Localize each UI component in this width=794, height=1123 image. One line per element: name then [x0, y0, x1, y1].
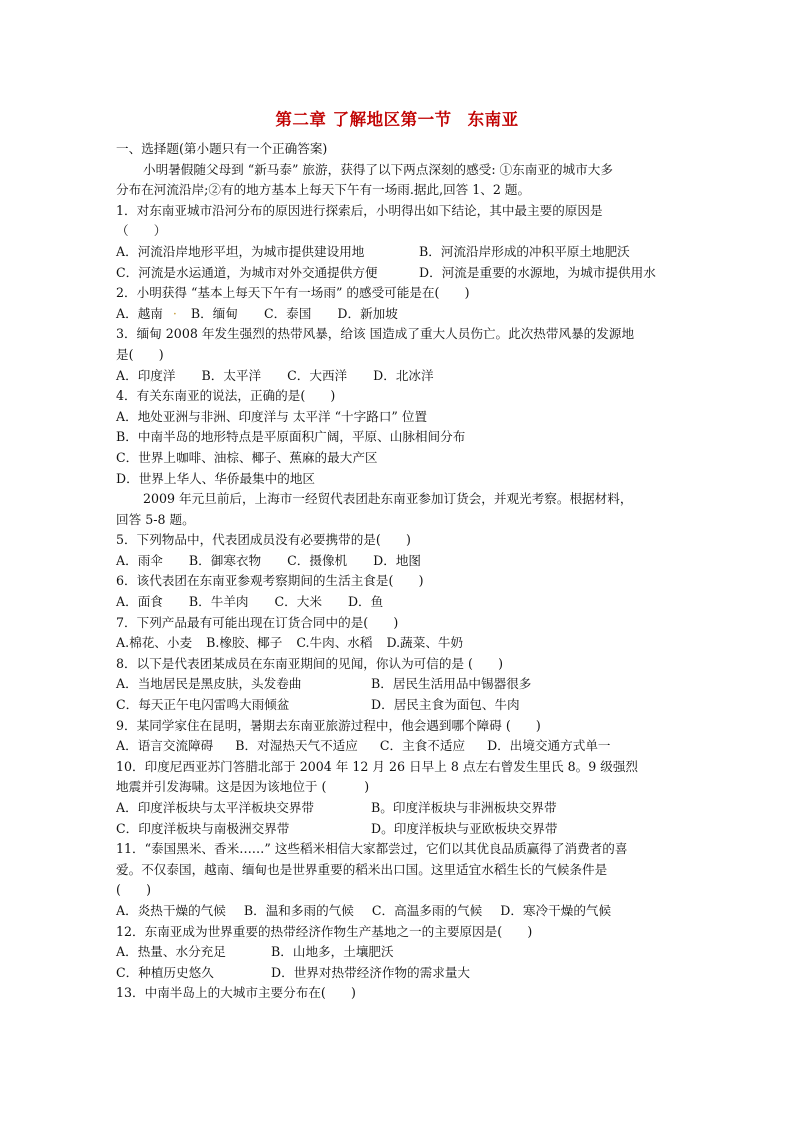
question-stem: 7．下列产品最有可能出现在订货合同中的是( ) [116, 614, 399, 630]
option-row [116, 551, 682, 572]
option-d[interactable]: D．北冰洋 [373, 367, 434, 383]
option-row [116, 695, 682, 716]
option-c[interactable]: C．摄像机 [287, 552, 348, 568]
option-a[interactable]: A．炎热干燥的气候 [116, 902, 226, 918]
option-row [116, 901, 682, 922]
question-stem: 地震并引发海啸。这是因为该地位于 ( ) [116, 779, 370, 795]
option-c[interactable]: C．种植历史悠久 [116, 964, 214, 980]
option-a[interactable]: A．语言交流障碍 [116, 738, 214, 754]
answer-blank: （ ） [116, 223, 167, 239]
option-b[interactable]: B．御寒衣物 [188, 552, 262, 568]
option-row [116, 633, 682, 654]
title-region: 东南亚 [467, 110, 519, 129]
option-row [116, 674, 682, 695]
intro-text: 分布在河流沿岸;②有的地方基本上每天下午有一场雨.据此,回答 1、2 题。 [116, 182, 531, 198]
question-list [116, 139, 682, 1004]
option-c[interactable]: C．世界上咖啡、油棕、椰子、蕉麻的最大产区 [116, 449, 378, 465]
option-row [116, 242, 682, 263]
option-a[interactable]: A．地处亚洲与非洲、印度洋与 太平洋 “十字路口” 位置 [116, 408, 428, 424]
question-stem: 爱。不仅泰国，越南、缅甸也是世界重要的稻米出口国。这里适宜水稻生长的气候条件是 [116, 861, 608, 877]
option-c[interactable]: C．大米 [274, 594, 322, 610]
option-b[interactable]: B．山地多，土壤肥沃 [271, 944, 394, 960]
option-c[interactable]: C．泰国 [263, 305, 312, 321]
answer-blank: ( ) [116, 882, 152, 898]
question-stem: 10．印度尼西亚苏门答腊北部于 2004 年 12 月 26 日早上 8 点左右曾发生里氏 8。9 级强烈 [116, 758, 639, 774]
option-b[interactable]: B．河流沿岸形成的冲积平原土地肥沃 [419, 243, 630, 259]
option-b[interactable]: B．对湿热天气不适应 [235, 738, 358, 754]
question-stem: 9．某同学家住在昆明，暑期去东南亚旅游过程中，他会遇到哪个障碍 ( ) [116, 717, 541, 733]
question-stem: 1．对东南亚城市沿河分布的原因进行探索后，小明得出如下结论，其中最主要的原因是 [116, 202, 603, 218]
option-c[interactable]: C.牛肉、水稻 [296, 635, 373, 651]
option-c[interactable]: C．大西洋 [287, 367, 348, 383]
option-c[interactable]: C．每天正午电闪雷鸣大雨倾盆 [116, 697, 290, 713]
option-a[interactable]: A．印度洋 [116, 367, 176, 383]
option-b[interactable]: B.橡胶、椰子 [206, 635, 283, 651]
option-a[interactable]: A．河流沿岸地形平坦，为城市提供建设用地 [116, 243, 365, 259]
option-a[interactable]: A．热量、水分充足 [116, 944, 226, 960]
section-heading: 一、选择题(第小题只有一个正确答案) [116, 141, 328, 156]
option-c[interactable]: C．印度洋板块与南极洲交界带 [116, 820, 290, 836]
option-c[interactable]: C．主食不适应 [379, 738, 466, 754]
option-d[interactable]: D．居民主食为面包、牛肉 [371, 697, 520, 713]
option-b[interactable]: B．居民生活用品中锡器很多 [371, 676, 532, 692]
option-row [116, 798, 682, 819]
question-stem: 5．下列物品中，代表团成员没有必要携带的是( ) [116, 532, 411, 548]
option-d[interactable]: D．出境交通方式单一 [487, 738, 611, 754]
intro-text: 回答 5-8 题。 [116, 511, 195, 527]
option-a[interactable]: A．面食 [116, 594, 163, 610]
option-a[interactable]: A．雨伞 [116, 552, 163, 568]
option-a[interactable]: A．当地居民是黑皮肤，头发卷曲 [116, 676, 302, 692]
question-stem: 6．该代表团在东南亚参观考察期间的生活主食是( ) [116, 573, 424, 589]
intro-text: 2009 年元旦前后，上海市一经贸代表团赴东南亚参加订货会，并观光考察。根据材料， [143, 491, 633, 507]
option-a[interactable]: A.棉花、小麦 [116, 635, 193, 651]
option-d[interactable]: D．河流是重要的水源地，为城市提供用水 [419, 264, 656, 280]
option-b[interactable]: B．缅甸 [190, 305, 238, 321]
option-d[interactable]: D．世界上华人、华侨最集中的地区 [116, 470, 316, 486]
option-d[interactable]: D．寒冷干燥的气候 [500, 902, 612, 918]
option-d[interactable]: D．鱼 [347, 594, 384, 610]
intro-text: 小明暑假随父母到 “新马泰” 旅游，获得了以下两点深刻的感受: ①东南亚的城市大多 [143, 161, 613, 177]
question-stem: 12．东南亚成为世界重要的热带经济作物生产基地之一的主要原因是( ) [116, 923, 533, 939]
option-a[interactable]: A．印度洋板块与太平洋板块交界带 [116, 800, 315, 815]
option-c[interactable]: C．高温多雨的气候 [371, 902, 483, 918]
option-row [116, 942, 682, 963]
question-stem: 8．以下是代表团某成员在东南亚期间的见闻，你认为可信的是 ( ) [116, 655, 504, 671]
question-stem: 11．“泰国黑米、香米……” 这些稻米相信大家都尝过，它们以其优良品质赢得了消费者的喜 [116, 841, 628, 857]
option-b[interactable]: B．牛羊肉 [188, 594, 249, 610]
option-row [116, 819, 682, 840]
option-b[interactable]: B．中南半岛的地形特点是平原面积广阔，平原、山脉相间分布 [116, 429, 466, 445]
option-row [116, 366, 682, 387]
option-d[interactable]: D．地图 [373, 552, 422, 568]
option-b[interactable]: B．温和多雨的气候 [243, 902, 354, 918]
option-d[interactable]: D。印度洋板块与亚欧板块交界带 [371, 820, 558, 836]
option-c[interactable]: C．河流是水运通道，为城市对外交通提供方便 [116, 264, 378, 280]
option-d[interactable]: D．世界对热带经济作物的需求量大 [271, 964, 471, 980]
question-stem: 3．缅甸 2008 年发生强烈的热带风暴，给该 国造成了重大人员伤亡。此次热带风暴的发源地 [116, 326, 635, 342]
question-stem: 4．有关东南亚的说法，正确的是( ) [116, 388, 336, 404]
option-b[interactable]: B．太平洋 [201, 367, 262, 383]
page-title [0, 106, 794, 130]
question-stem: 是( ) [116, 346, 164, 362]
question-stem: 13．中南半岛上的大城市主要分布在( ) [116, 985, 356, 1001]
option-row [116, 592, 682, 613]
option-b[interactable]: B。印度洋板块与非洲板块交界带 [371, 800, 557, 815]
option-d[interactable]: D．新加坡 [337, 305, 398, 321]
option-row [116, 736, 682, 757]
option-row [116, 304, 682, 325]
option-row [116, 963, 682, 984]
title-chapter: 第二章 了解地区第一节 [275, 110, 452, 129]
option-a[interactable]: A．越南 [116, 305, 163, 321]
option-d[interactable]: D.蔬菜、牛奶 [386, 635, 464, 651]
option-row [116, 263, 682, 284]
dot-mark: · [172, 305, 177, 321]
question-stem: 2．小明获得 “基本上每天下午有一场雨” 的感受可能是在( ) [116, 285, 470, 301]
